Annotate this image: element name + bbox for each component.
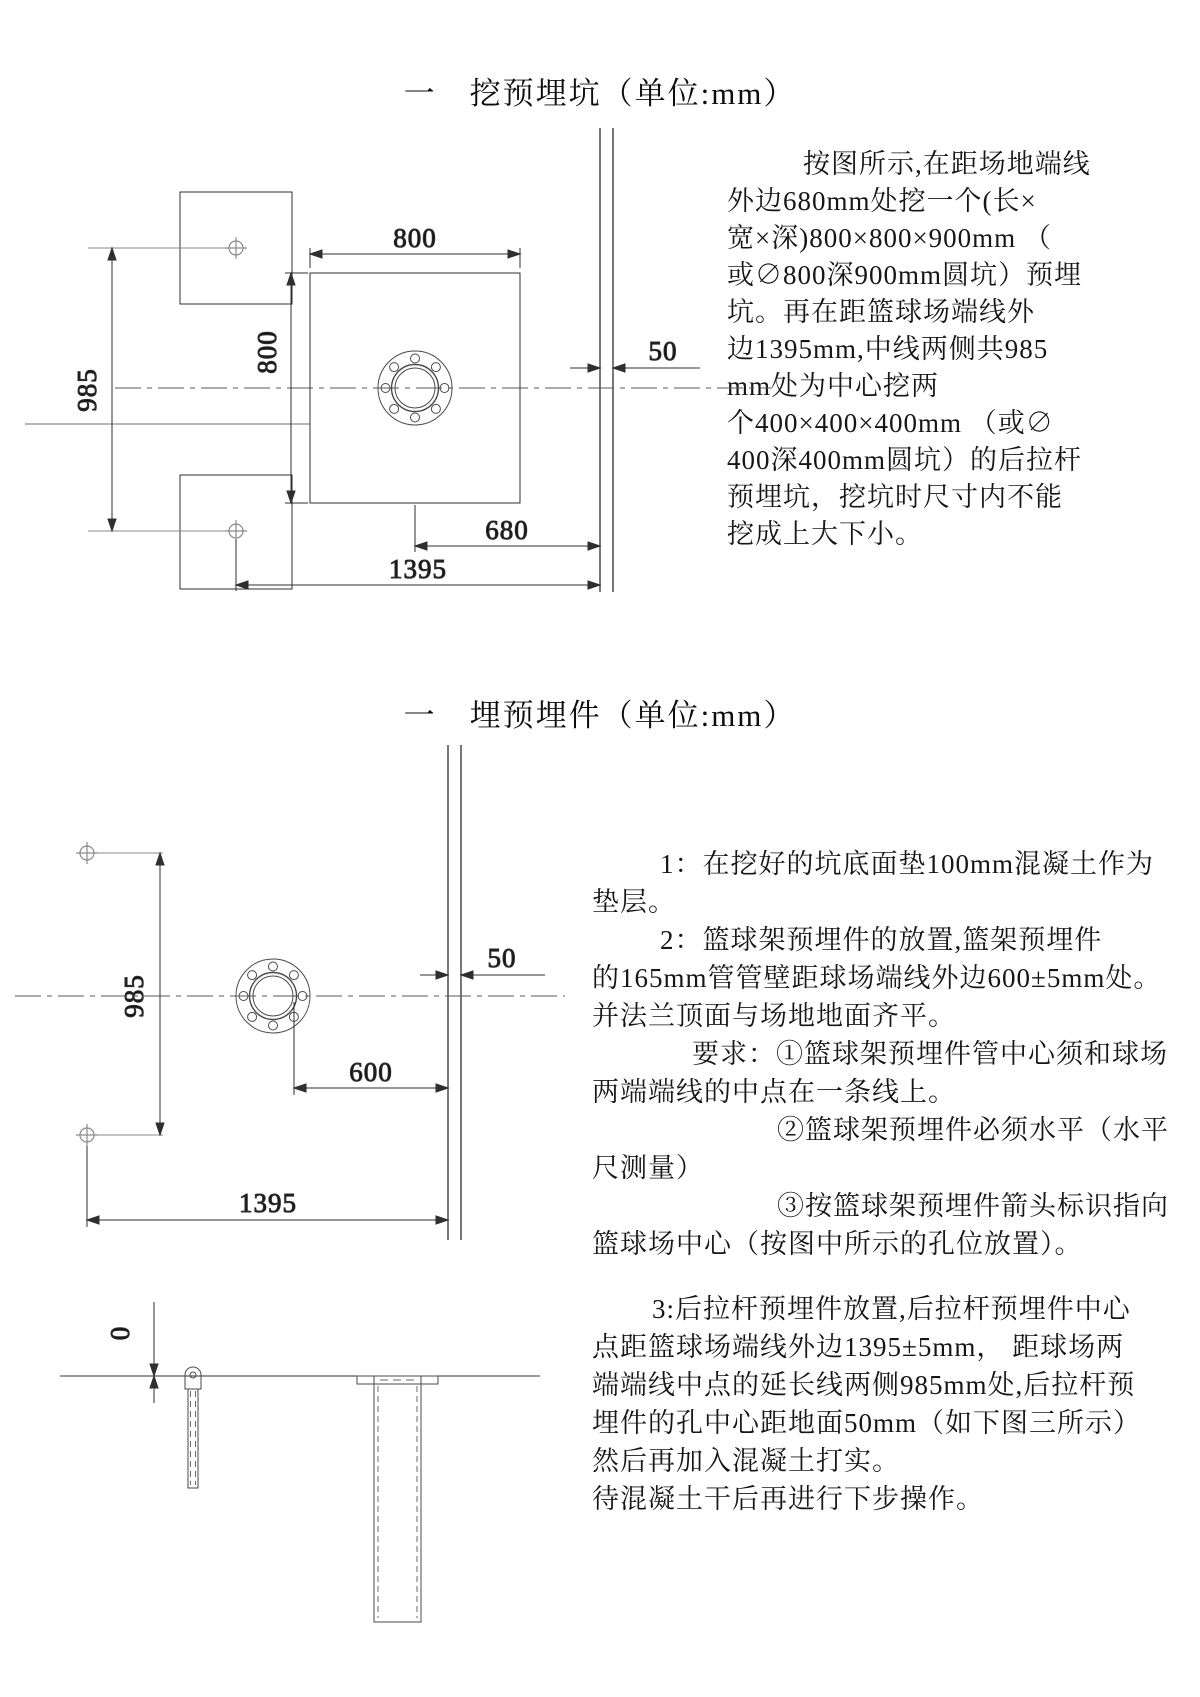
note-line: 然后再加入混凝土打实。 xyxy=(592,1446,900,1476)
note-line: 要求：①篮球架预埋件管中心须和球场 xyxy=(692,1039,1168,1069)
note-line: 边1395mm,中线两侧共985 xyxy=(727,334,1049,364)
main-pipe-side xyxy=(357,1376,438,1622)
note-line: 或∅800深900mm圆坑）预埋 xyxy=(727,260,1083,290)
svg-text:50: 50 xyxy=(487,943,517,973)
rear-rod-side xyxy=(185,1367,201,1488)
pit-plan-diagram xyxy=(25,128,772,592)
dim-985 xyxy=(72,248,116,531)
svg-text:985: 985 xyxy=(72,368,102,412)
note-line: 挖成上大下小。 xyxy=(727,519,923,549)
note-line: 预埋坑，挖坑时尺寸内不能 xyxy=(727,482,1063,512)
svg-text:1395: 1395 xyxy=(389,554,447,584)
note-line: 宽×深)800×800×900mm （ xyxy=(727,223,1052,253)
court-end-line xyxy=(448,745,461,1240)
note-line: 个400×400×400mm （或∅ xyxy=(727,408,1054,438)
pit-center-marker xyxy=(225,237,247,259)
dim-1395 xyxy=(87,1146,448,1227)
note-line: 400深400mm圆坑）的后拉杆 xyxy=(727,445,1083,475)
note-line: mm处为中心挖两 xyxy=(727,371,940,401)
rod-center-marker xyxy=(76,842,98,864)
note-line: 埋件的孔中心距地面50mm（如下图三所示） xyxy=(592,1408,1142,1438)
note-line: 的165mm管管壁距球场端线外边600±5mm处。 xyxy=(592,963,1162,993)
rod-center-marker xyxy=(76,1124,98,1146)
svg-text:50: 50 xyxy=(648,336,678,366)
svg-text:985: 985 xyxy=(119,974,149,1018)
note-line: 2：篮球架预埋件的放置,篮架预埋件 xyxy=(660,925,1103,955)
note-line: 垫层。 xyxy=(592,887,676,917)
note-line: 按图所示,在距场地端线 xyxy=(803,149,1091,179)
section1-title: 一 挖预埋坑（单位:mm） xyxy=(403,76,797,111)
svg-text:0: 0 xyxy=(105,1325,135,1341)
dim-800-width xyxy=(310,223,520,268)
section2-title: 一 埋预埋件（单位:mm） xyxy=(403,698,797,733)
svg-text:800: 800 xyxy=(393,223,437,253)
note-line: 坑。再在距篮球场端线外 xyxy=(727,297,1035,327)
note-line: ③按篮球架预埋件箭头标识指向 xyxy=(777,1191,1169,1221)
note-line: 外边680mm处挖一个(长× xyxy=(727,186,1037,216)
dim-50 xyxy=(570,336,700,372)
dim-50 xyxy=(420,943,545,979)
court-end-line xyxy=(600,128,613,592)
note-line: ②篮球架预埋件必须水平（水平 xyxy=(777,1115,1169,1145)
dim-1395 xyxy=(236,540,600,591)
note-line: 端端线中点的延长线两侧985mm处,后拉杆预 xyxy=(592,1370,1136,1400)
svg-text:680: 680 xyxy=(485,515,529,545)
note-line: 待混凝土干后再进行下步操作。 xyxy=(592,1484,984,1514)
note-line: 尺测量） xyxy=(592,1153,704,1183)
svg-text:600: 600 xyxy=(349,1057,393,1087)
note-line: 两端端线的中点在一条线上。 xyxy=(592,1077,956,1107)
note-line: 篮球场中心（按图中所示的孔位放置）。 xyxy=(592,1229,1083,1259)
note-line: 并法兰顶面与场地地面齐平。 xyxy=(592,1001,956,1031)
pit-center-marker xyxy=(225,520,247,542)
dim-985 xyxy=(119,853,164,1135)
dim-0 xyxy=(105,1302,158,1403)
note-line: 3:后拉杆预埋件放置,后拉杆预埋件中心 xyxy=(652,1294,1131,1324)
dim-680 xyxy=(415,505,600,552)
svg-text:800: 800 xyxy=(252,330,282,374)
dim-600 xyxy=(294,1002,448,1095)
embed-side-view xyxy=(60,1302,540,1622)
embed-plan-diagram xyxy=(15,745,565,1240)
note-line: 点距篮球场端线外边1395±5mm， 距球场两 xyxy=(592,1332,1125,1362)
svg-text:1395: 1395 xyxy=(239,1188,297,1218)
note-line: 1：在挖好的坑底面垫100mm混凝土作为 xyxy=(660,849,1155,879)
